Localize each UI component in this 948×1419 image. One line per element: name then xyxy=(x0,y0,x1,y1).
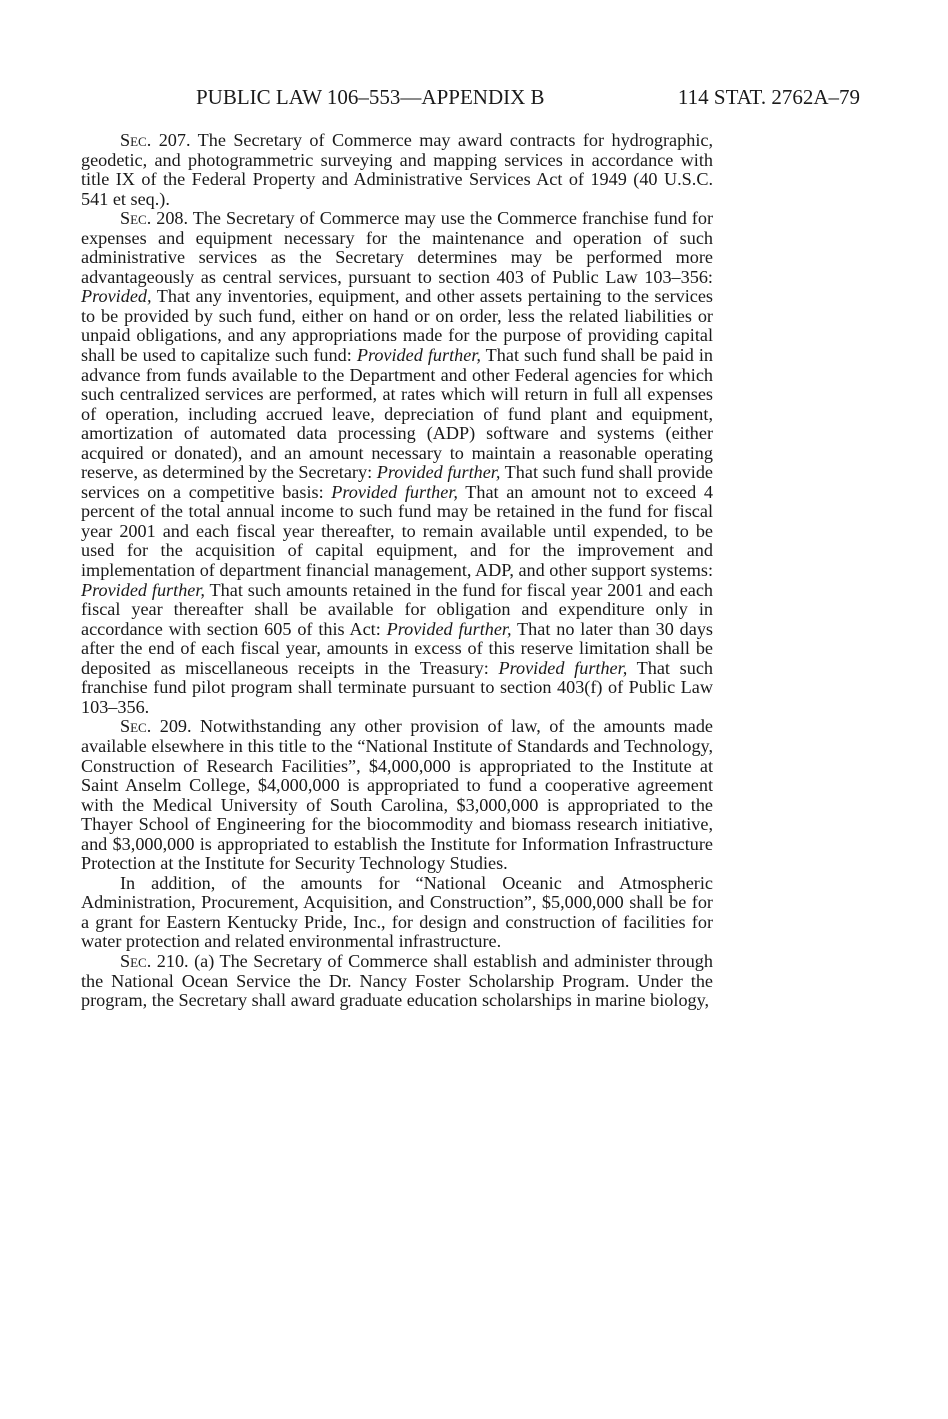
section-207 xyxy=(81,131,713,209)
body-text xyxy=(81,131,713,1011)
section-label: Sec. 207. xyxy=(120,130,191,150)
section-text: That an amount not to exceed 4 percent of the total annual income to such fund may be retained in the fund for fiscal year 2001 and each fiscal year thereafter, to remain available until expended, to be used for the acquisition of capital equipment, and for the improvement and implementation of department financial management, ADP, and other support systems: xyxy=(81,481,713,581)
section-text: That such amounts retained in the fund for fiscal year 2001 and each fiscal year thereafter shall be available for obligation and expenditure only in accordance with section 605 of this Act: xyxy=(81,579,713,639)
header-statute-page: 114 STAT. 2762A–79 xyxy=(677,85,860,109)
section-text: The Secretary of Commerce may use the Commerce franchise fund for expenses and equipment necessary for the maintenance and operation of such administrative services as the Secretary determines may be performed more advantageously as central services, pursuant to section 403 of Public Law 103–356: xyxy=(81,208,713,287)
proviso-italic: Provided, xyxy=(81,286,152,307)
section-209 xyxy=(81,717,713,873)
proviso-italic: Provided further, xyxy=(81,579,205,600)
section-label: Sec. 209. xyxy=(120,716,192,737)
section-text: (a) The Secretary of Commerce shall establish and administer through the National Ocean Service the Dr. Nancy Foster Scholarship Program. Under the program, the Secretary shall award graduate education scholarships in marine biology, xyxy=(81,950,713,1011)
section-text: That any inventories, equipment, and other assets pertaining to the services to be provided by such fund, either on hand or on order, less the related liabilities or unpaid obligations, and any appropriations made for the purpose of providing capital shall be used to capitalize such fund: xyxy=(81,286,713,366)
section-text: That such fund shall provide services on a competitive basis: xyxy=(81,462,713,502)
section-208 xyxy=(81,209,713,717)
proviso-italic: Provided further, xyxy=(498,657,628,678)
proviso-italic: Provided further, xyxy=(331,481,458,502)
section-label: Sec. 208. xyxy=(120,208,189,229)
section-label: Sec. 210. xyxy=(120,950,189,971)
proviso-italic: Provided further, xyxy=(386,618,512,639)
running-header xyxy=(196,84,860,110)
header-law-title: PUBLIC LAW 106–553—APPENDIX B xyxy=(196,85,545,109)
proviso-italic: Provided further, xyxy=(356,345,481,366)
proviso-italic: Provided further, xyxy=(376,462,501,483)
section-text: That such franchise fund pilot program shall terminate pursuant to section 403(f) of Public Law 103–356. xyxy=(81,657,714,717)
section-text: That no later than 30 days after the end of each fiscal year, amounts in excess of this reserve limitation shall be deposited as miscellaneous receipts in the Treasury: xyxy=(81,618,713,678)
section-text: The Secretary of Commerce may award contracts for hydrographic, geodetic, and photogrammetric surveying and mapping services in accordance with title IX of the Federal Property and Administrative Services Act of 1949 (40 U.S.C. 541 et seq.). xyxy=(81,130,713,209)
section-text: In addition, of the amounts for “National Oceanic and Atmospheric Administration, Procurement, Acquisition, and Construction”, $5,000,000 shall be for a grant for Eastern Kentucky Pride, Inc., for design and construction of facilities for water protection and related environmental infrastructure. xyxy=(81,872,713,952)
section-text: That such fund shall be paid in advance from funds available to the Department and other Federal agencies for which such centralized services are performed, at rates which will return in full all expenses of operation, including accrued leave, depreciation of fund plant and equipment, amortization of automated data processing (ADP) software and systems (either acquired or donated), and an amount necessary to maintain a reasonable operating reserve, as determined by the Secretary: xyxy=(81,345,714,483)
section-210 xyxy=(81,952,713,1011)
section-text: Notwithstanding any other provision of law, of the amounts made available elsewhere in this title to the “National Institute of Standards and Technology, Construction of Research Facilities”, $4,000,000 is appropriated to the Institute at Saint Anselm College, $4,000,000 is appropriated to fund a cooperative agreement with the Medical University of South Carolina, $3,000,000 is appropriated to the Thayer School of Engineering for the biocommodity and biomass research initiative, and $3,000,000 is appropriated to establish the Institute for Information Infrastructure Protection at the Institute for Security Technology Studies. xyxy=(81,716,713,874)
additional-appropriation-paragraph xyxy=(81,874,713,952)
